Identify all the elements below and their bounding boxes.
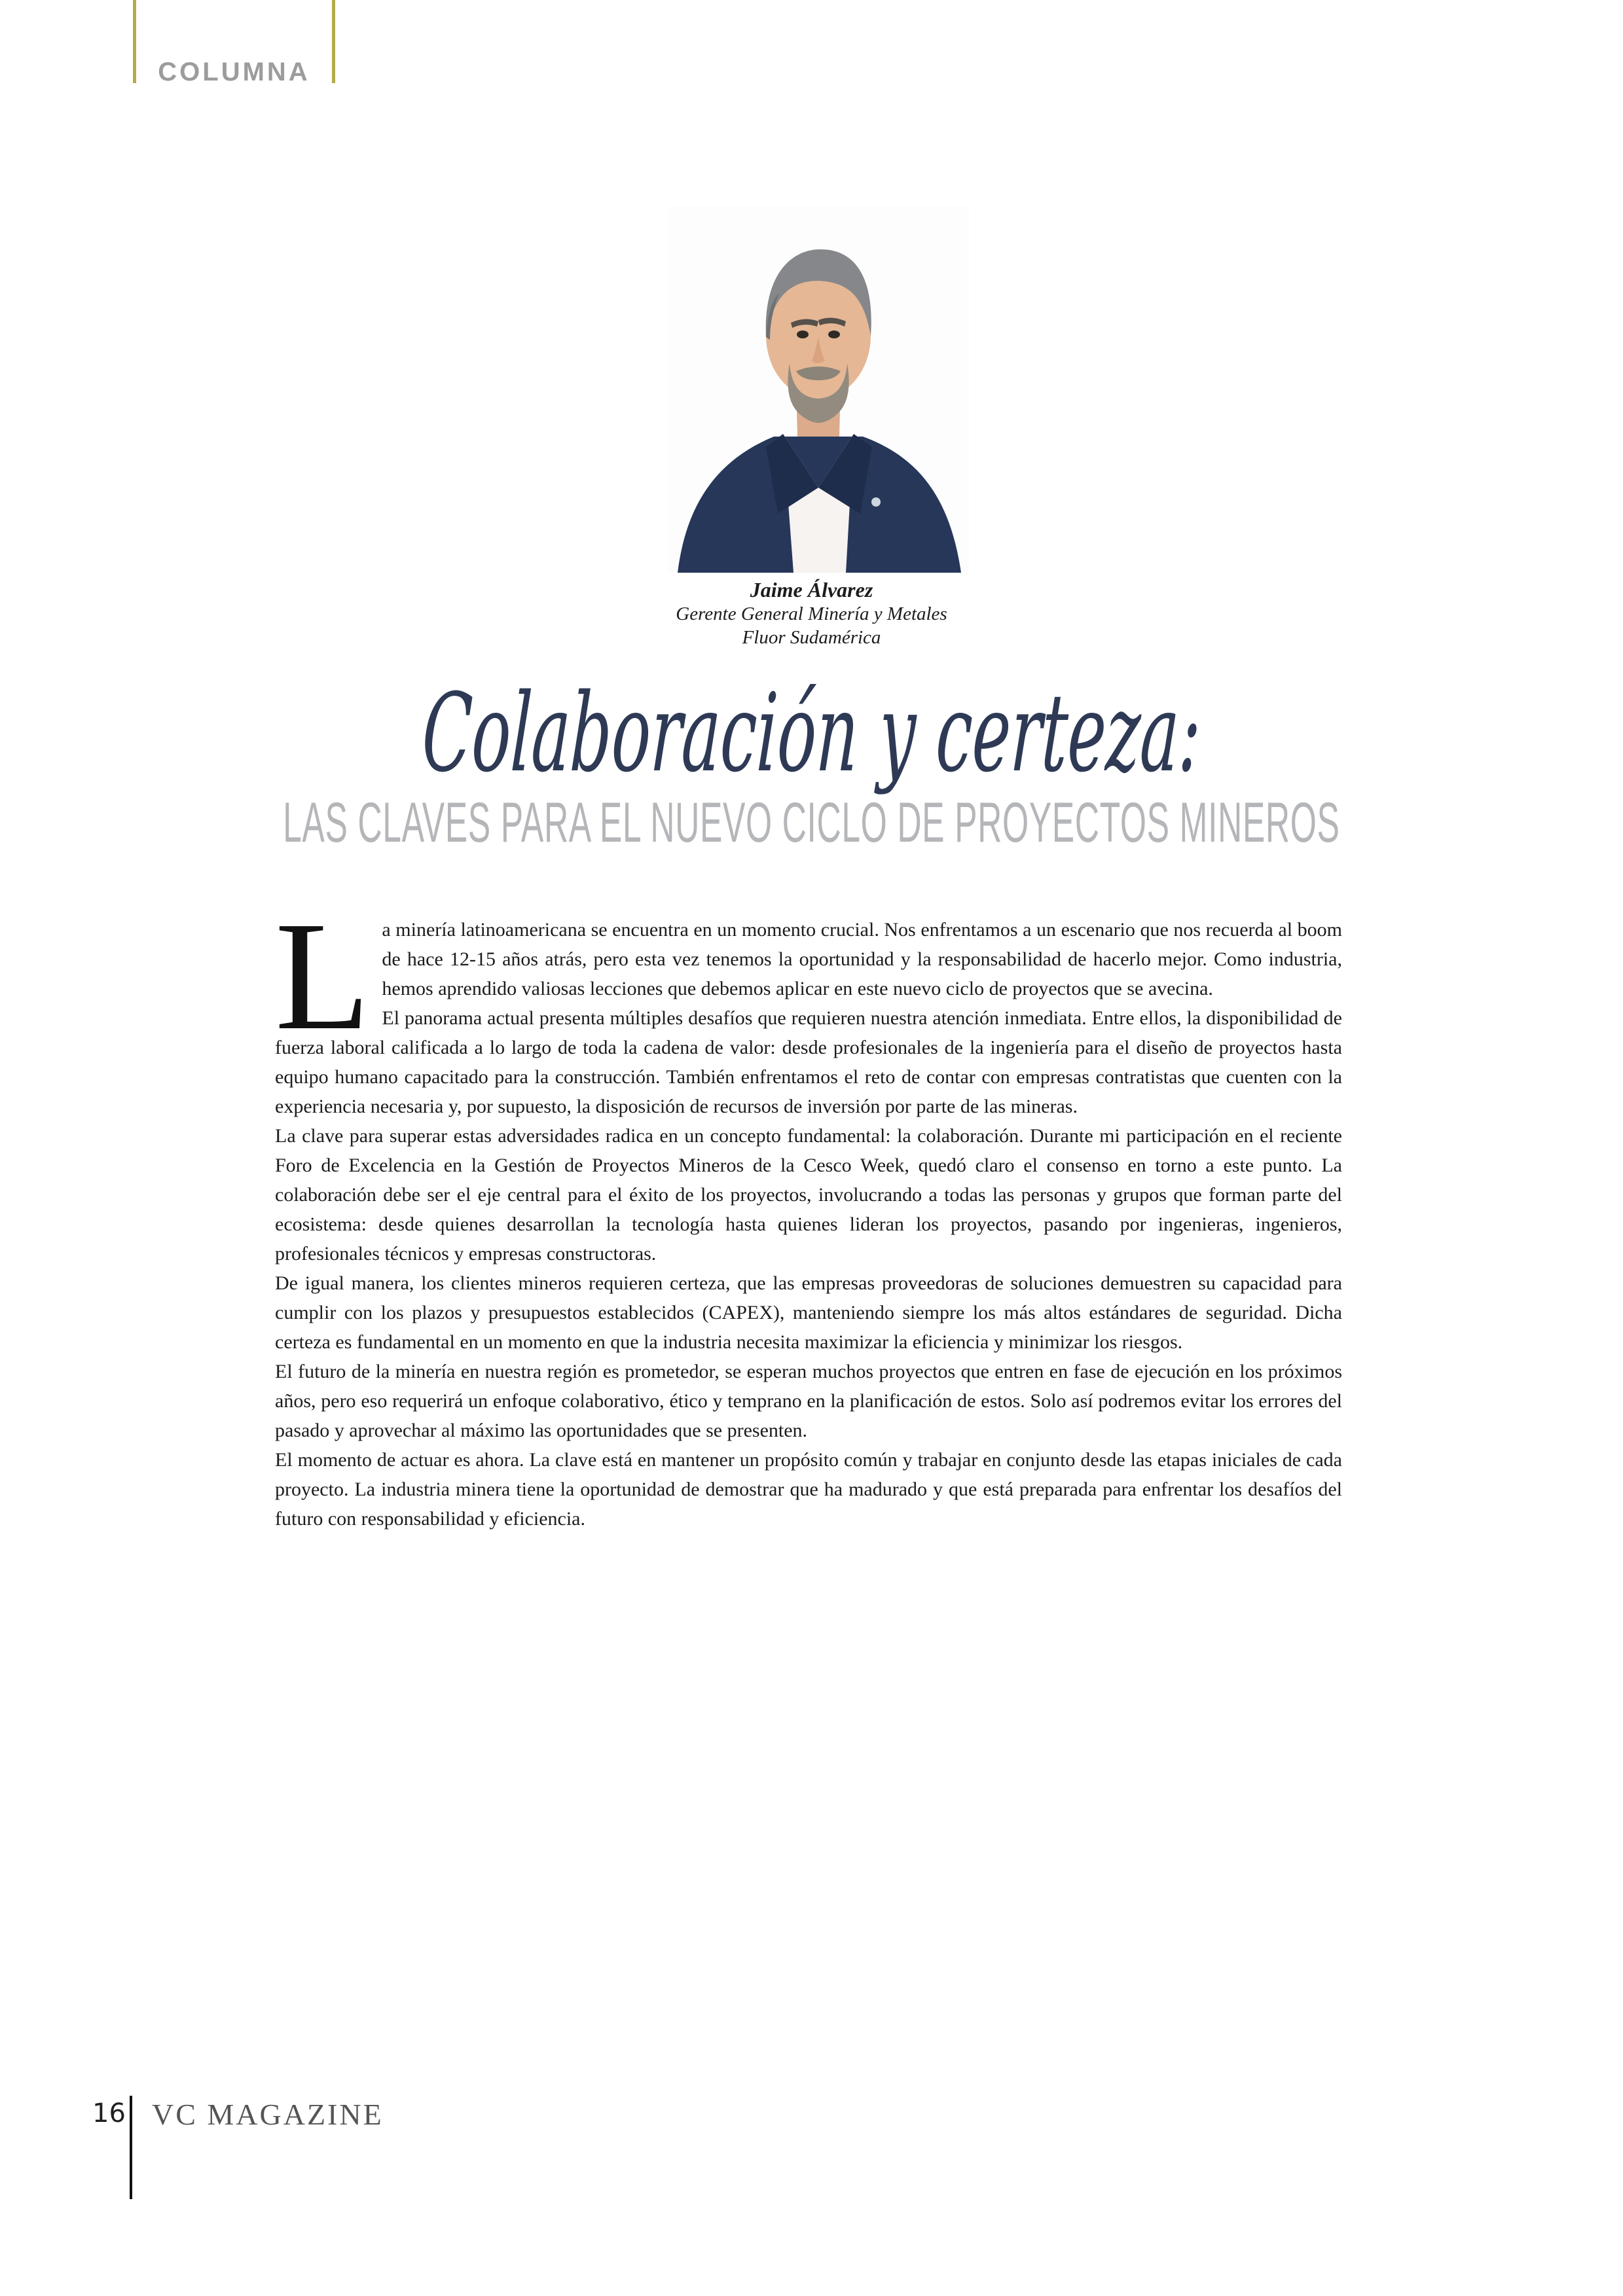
paragraph: El panorama actual presenta múltiples desafíos que requieren nuestra atención inmediata. Entre ellos, la disponibilidad de fuerza laboral calificada a lo largo de toda la cadena de valor: desde profesionales de la ingeniería para el diseño de proyectos hasta equipo humano capacitado para la construcción. También enfrentamos el reto de contar con empresas contratistas que cuenten con la experiencia necesaria y, por supuesto, la disposición de recursos de inversión por parte de las mineras. <box>275 1007 1342 1117</box>
footer-rule <box>130 2096 132 2199</box>
article-subtitle: LAS CLAVES PARA EL NUEVO CICLO DE PROYECTOS MINEROS <box>283 791 1340 854</box>
portrait-illustration <box>668 206 969 573</box>
author-company: Fluor Sudamérica <box>742 627 881 648</box>
paragraph: El momento de actuar es ahora. La clave está en mantener un propósito común y trabajar en conjunto desde las etapas iniciales de cada proyecto. La industria minera tiene la oportunidad de demostrar que ha madurado y que está preparada para enfrentar los desafíos del futuro con responsabilidad y eficiencia. <box>275 1449 1342 1530</box>
article-script-title-wrap <box>0 658 1623 808</box>
author-photo <box>668 206 969 573</box>
paragraph: La clave para superar estas adversidades radica en un concepto fundamental: la colaboración. Durante mi participación en el reciente Foro de Excelencia en la Gestión de Proyectos Mineros de la Cesco Week, quedó claro el consenso en torno a este punto. La colaboración debe ser el eje central para el éxito de los proyectos, involucrando a todas las personas y grupos que forman parte del ecosistema: desde quienes desarrollan la tecnología hasta quienes lideran los proyectos, pasando por ingenieras, ingenieros, profesionales técnicos y empresas constructoras. <box>275 1125 1342 1265</box>
article-body <box>275 890 1342 1534</box>
author-name: Jaime Álvarez <box>750 578 873 601</box>
author-role: Gerente General Minería y Metales <box>676 603 947 624</box>
drop-cap: L <box>275 890 371 1062</box>
article-script-title: Colaboración y certeza: <box>419 670 1204 796</box>
paragraph-lead-text: a minería latinoamericana se encuentra en un momento crucial. Nos enfrentamos a un escenario que nos recuerda al boom de hace 12-15 años atrás, pero esta vez tenemos la oportunidad y la responsabilidad de hacerlo mejor. Como industria, hemos aprendido valiosas lecciones que debemos aplicar en este nuevo ciclo de proyectos que se avecina. <box>382 919 1342 999</box>
kicker-label: COLUMNA <box>158 58 310 86</box>
paragraph: De igual manera, los clientes mineros requieren certeza, que las empresas proveedoras de soluciones demuestren su capacidad para cumplir con los plazos y presupuestos establecidos (CAPEX), manteniendo siempre los más altos estándares de seguridad. Dicha certeza es fundamental en un momento en que la industria necesita maximizar la eficiencia y minimizar los riesgos. <box>275 1272 1342 1353</box>
article-subtitle-wrap <box>0 793 1623 852</box>
footer-magazine-name: VC MAGAZINE <box>152 2098 384 2131</box>
author-caption <box>0 577 1623 649</box>
paragraph: El futuro de la minería en nuestra región es prometedor, se esperan muchos proyectos que entren en fase de ejecución en los próximos años, pero eso requerirá un enfoque colaborativo, ético y temprano en la planificación de estos. Solo así podremos evitar los errores del pasado y aprovechar al máximo las oportunidades que se presenten. <box>275 1361 1342 1441</box>
footer-page-number: 16 <box>92 2098 126 2128</box>
